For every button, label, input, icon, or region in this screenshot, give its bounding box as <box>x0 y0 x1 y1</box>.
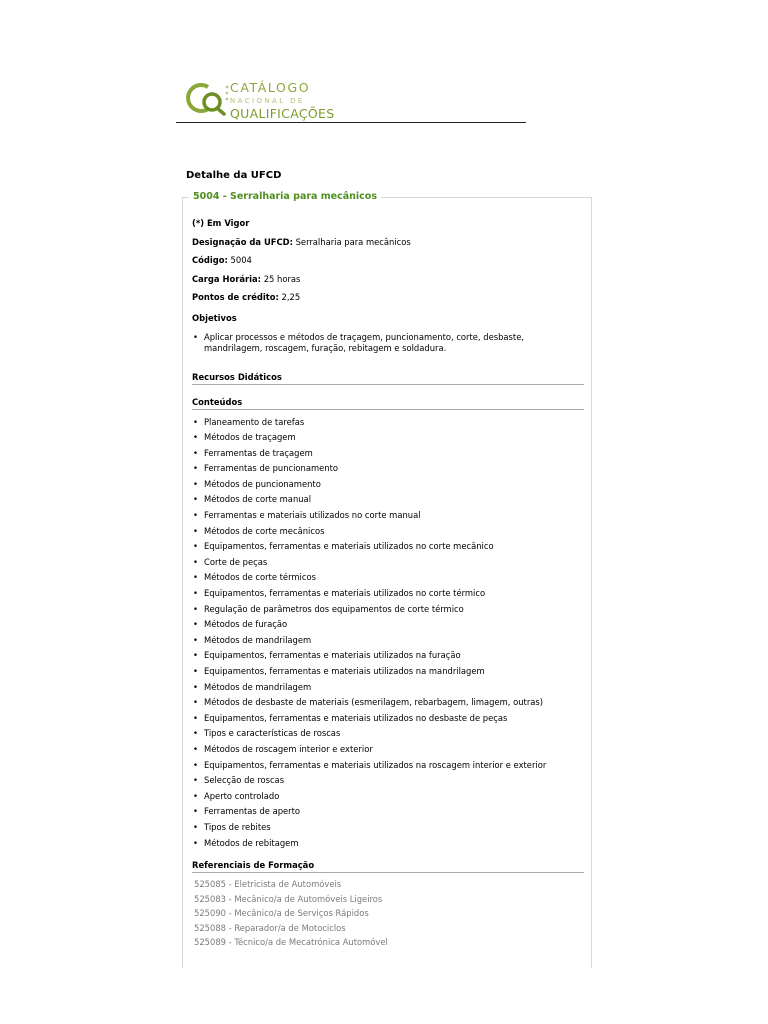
conteudos-list <box>192 417 584 854</box>
field-designacao <box>192 237 584 256</box>
conteudo-item: • Aperto controlado <box>204 791 584 807</box>
objetivos-list <box>192 332 584 355</box>
field-carga-horaria <box>192 274 584 293</box>
cq-logo-icon <box>186 78 230 120</box>
conteudo-item: • Métodos de mandrilagem <box>204 635 584 651</box>
ufcd-content <box>192 218 584 952</box>
field-value: 25 horas <box>263 273 301 284</box>
status-label: (*) Em Vigor <box>192 218 250 228</box>
conteudo-item: • Equipamentos, ferramentas e materiais utilizados na roscagem interior e exterior <box>204 760 584 776</box>
section-recursos-title: Recursos Didáticos <box>192 372 584 385</box>
conteudo-item: • Métodos de furação <box>204 619 584 635</box>
conteudo-item: • Métodos de roscagem interior e exterior <box>204 744 584 760</box>
conteudo-item: • Métodos de corte térmicos <box>204 572 584 588</box>
header-divider <box>176 122 526 123</box>
conteudo-item: • Métodos de puncionamento <box>204 479 584 495</box>
referencial-link[interactable]: 525088 - Reparador/a de Motociclos <box>194 922 346 933</box>
conteudo-item: • Métodos de traçagem <box>204 432 584 448</box>
field-value: 2,25 <box>281 292 301 302</box>
field-value: Serralharia para mecânicos <box>295 236 411 247</box>
conteudo-item: • Tipos e características de roscas <box>204 728 584 744</box>
conteudo-item: • Regulação de parâmetros dos equipamentos de corte térmico <box>204 604 584 620</box>
page-heading: Detalhe da UFCD <box>186 170 282 181</box>
field-label: Designação da UFCD: <box>192 236 293 247</box>
conteudo-item: • Ferramentas de traçagem <box>204 448 584 464</box>
field-label: Código: <box>192 255 228 265</box>
conteudo-item: • Métodos de mandrilagem <box>204 682 584 698</box>
section-conteudos-title: Conteúdos <box>192 397 584 410</box>
conteudo-item: • Ferramentas e materiais utilizados no corte manual <box>204 510 584 526</box>
ufcd-title: 5004 - Serralharia para mecânicos <box>189 191 381 202</box>
conteudo-item: • Métodos de corte manual <box>204 494 584 510</box>
referencial-link[interactable]: 525085 - Eletricista de Automóveis <box>194 879 342 890</box>
field-value: 5004 <box>230 255 252 265</box>
objetivo-item: • Aplicar processos e métodos de traçagem, puncionamento, corte, desbaste, mandrilagem, roscagem, furação, rebitagem e soldadura. <box>204 332 584 355</box>
conteudo-item: • Tipos de rebites <box>204 822 584 838</box>
conteudo-item: • Ferramentas de aperto <box>204 806 584 822</box>
referencial-link[interactable]: 525089 - Técnico/a de Mecatrónica Automóvel <box>194 937 388 948</box>
field-label: Carga Horária: <box>192 273 262 284</box>
conteudo-item: • Equipamentos, ferramentas e materiais utilizados no corte térmico <box>204 588 584 604</box>
referenciais-list <box>192 879 584 952</box>
conteudo-item: • Planeamento de tarefas <box>204 417 584 433</box>
field-codigo <box>192 255 584 274</box>
conteudo-item: • Equipamentos, ferramentas e materiais utilizados na mandrilagem <box>204 666 584 682</box>
referencial-link[interactable]: 525090 - Mecânico/a de Serviços Rápidos <box>194 908 369 919</box>
conteudo-item: • Equipamentos, ferramentas e materiais utilizados no desbaste de peças <box>204 713 584 729</box>
section-objetivos-title: Objetivos <box>192 312 237 323</box>
referencial-link[interactable]: 525083 - Mecânico/a de Automóveis Ligeiros <box>194 893 383 904</box>
conteudo-item: • Selecção de roscas <box>204 775 584 791</box>
logo-line-catalogo: CATÁLOGO <box>230 80 311 95</box>
logo-line-nacional: NACIONAL DE <box>230 96 305 105</box>
section-referenciais-title: Referenciais de Formação <box>192 860 584 873</box>
field-pontos-credito <box>192 292 584 311</box>
conteudo-item: • Equipamentos, ferramentas e materiais utilizados no corte mecânico <box>204 541 584 557</box>
conteudo-item: • Métodos de desbaste de materiais (esmerilagem, rebarbagem, limagem, outras) <box>204 697 584 713</box>
logo-line-qualificacoes: QUALIFICAÇÕES <box>230 105 335 121</box>
conteudo-item: • Ferramentas de puncionamento <box>204 463 584 479</box>
catalog-logo <box>186 78 336 120</box>
conteudo-item: • Métodos de corte mecânicos <box>204 526 584 542</box>
conteudo-item: • Corte de peças <box>204 557 584 573</box>
conteudo-item: • Métodos de rebitagem <box>204 838 584 854</box>
field-label: Pontos de crédito: <box>192 292 279 302</box>
conteudo-item: • Equipamentos, ferramentas e materiais utilizados na furação <box>204 650 584 666</box>
